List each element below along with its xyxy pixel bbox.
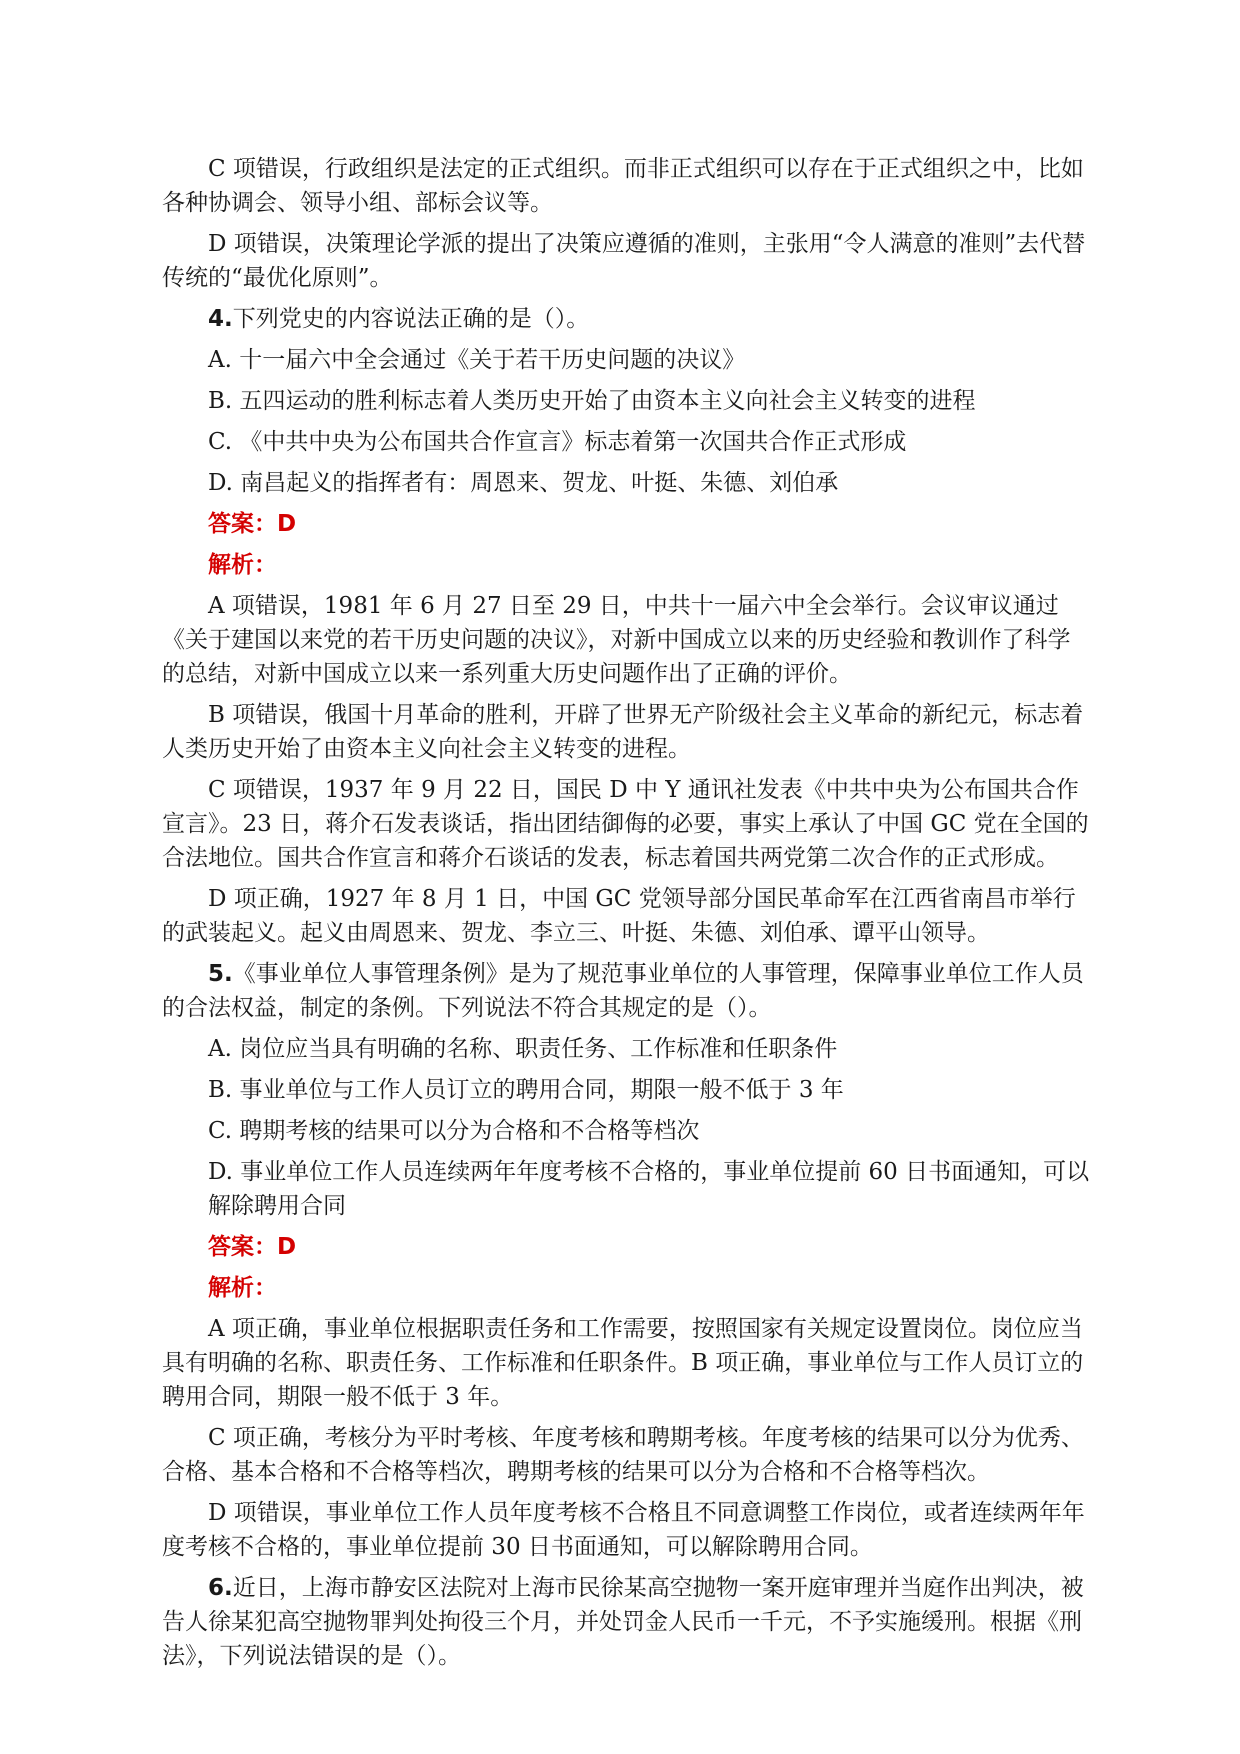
analysis-paragraph: D 项错误，事业单位工作人员年度考核不合格且不同意调整工作岗位，或者连续两年年度考核不合格的，事业单位提前 30 日书面通知，可以解除聘用合同。 [162, 1500, 1085, 1560]
answer-label: 答案：D [208, 1234, 297, 1260]
analysis-paragraph: B 项错误，俄国十月革命的胜利，开辟了世界无产阶级社会主义革命的新纪元，标志着人类历史开始了由资本主义向社会主义转变的进程。 [162, 702, 1084, 762]
question-6-stem [162, 1571, 1090, 1673]
question-number: 6. [208, 1575, 233, 1601]
question-number: 5. [208, 961, 233, 987]
analysis-paragraph: A 项错误，1981 年 6 月 27 日至 29 日，中共十一届六中全会举行。会议审议通过《关于建国以来党的若干历史问题的决议》，对新中国成立以来的历史经验和教训作了科学的总结，对新中国成立以来一系列重大历史问题作出了正确的评价。 [162, 593, 1071, 687]
answer-label: 答案：D [208, 511, 297, 537]
analysis-paragraph: C 项正确，考核分为平时考核、年度考核和聘期考核。年度考核的结果可以分为优秀、合格、基本合格和不合格等档次，聘期考核的结果可以分为合格和不合格等档次。 [162, 1425, 1084, 1485]
question-text: 近日，上海市静安区法院对上海市民徐某高空抛物一案开庭审理并当庭作出判决，被告人徐某犯高空抛物罪判处拘役三个月，并处罚金人民币一千元，不予实施缓刑。根据《刑法》，下列说法错误的是（）。 [162, 1575, 1084, 1669]
analysis-paragraph: D 项正确，1927 年 8 月 1 日，中国 GC 党领导部分国民革命军在江西省南昌市举行的武装起义。起义由周恩来、贺龙、李立三、叶挺、朱德、刘伯承、谭平山领导。 [162, 886, 1076, 946]
option-d: D. 事业单位工作人员连续两年年度考核不合格的，事业单位提前 60 日书面通知，可以解除聘用合同 [208, 1159, 1090, 1219]
question-4-stem [162, 302, 1090, 336]
option-a: A. 十一届六中全会通过《关于若干历史问题的决议》 [208, 347, 746, 373]
paragraph: D 项错误，决策理论学派的提出了决策应遵循的准则，主张用“令人满意的准则”去代替传统的“最优化原则”。 [162, 231, 1086, 291]
option-a: A. 岗位应当具有明确的名称、职责任务、工作标准和任职条件 [208, 1036, 838, 1062]
question-text: 下列党史的内容说法正确的是（）。 [232, 306, 590, 332]
option-d: D. 南昌起义的指挥者有：周恩来、贺龙、叶挺、朱德、刘伯承 [208, 470, 839, 496]
document-page [162, 152, 1090, 1680]
analysis-paragraph: A 项正确，事业单位根据职责任务和工作需要，按照国家有关规定设置岗位。岗位应当具有明确的名称、职责任务、工作标准和任职条件。B 项正确，事业单位与工作人员订立的聘用合同，期限一般不低于 3 年。 [162, 1316, 1084, 1410]
analysis-label: 解析： [208, 552, 277, 578]
analysis-label: 解析： [208, 1275, 277, 1301]
option-b: B. 五四运动的胜利标志着人类历史开始了由资本主义向社会主义转变的进程 [208, 388, 976, 414]
option-c: C. 聘期考核的结果可以分为合格和不合格等档次 [208, 1118, 700, 1144]
paragraph: C 项错误，行政组织是法定的正式组织。而非正式组织可以存在于正式组织之中，比如各种协调会、领导小组、部标会议等。 [162, 156, 1084, 216]
question-text: 《事业单位人事管理条例》是为了规范事业单位的人事管理，保障事业单位工作人员的合法权益，制定的条例。下列说法不符合其规定的是（）。 [162, 961, 1084, 1021]
option-c: C. 《中共中央为公布国共合作宣言》标志着第一次国共合作正式形成 [208, 429, 907, 455]
option-b: B. 事业单位与工作人员订立的聘用合同，期限一般不低于 3 年 [208, 1077, 844, 1103]
question-number: 4. [208, 306, 233, 332]
analysis-paragraph: C 项错误，1937 年 9 月 22 日，国民 D 中 Y 通讯社发表《中共中央为公布国共合作宣言》。23 日，蒋介石发表谈话，指出团结御侮的必要，事实上承认了中国 GC 党在全国的合法地位。国共合作宣言和蒋介石谈话的发表，标志着国共两党第二次合作的正式形成。 [162, 777, 1089, 871]
question-5-stem [162, 957, 1090, 1025]
